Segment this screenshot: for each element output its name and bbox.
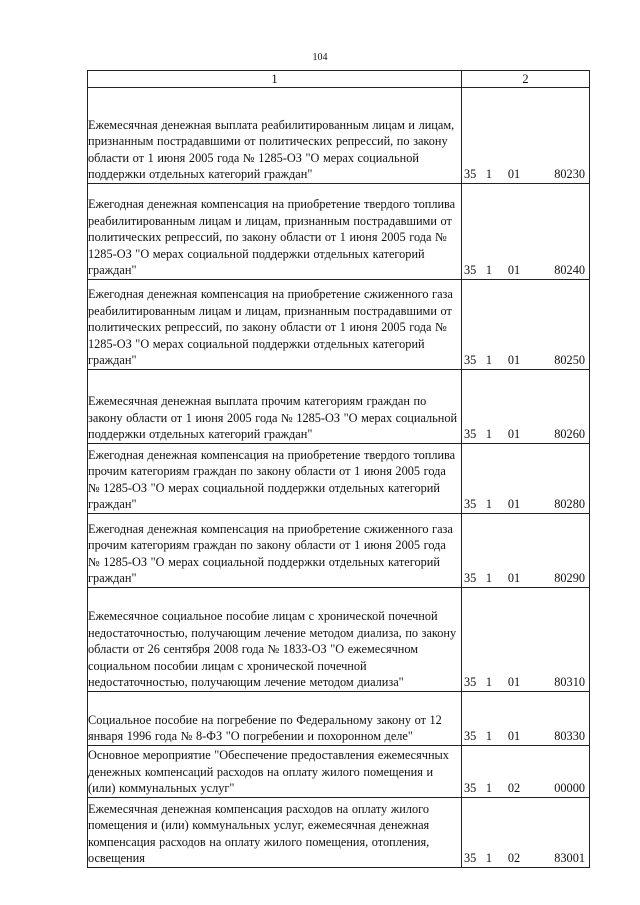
- code-subprogram: 1: [485, 675, 493, 689]
- code-direction: 80310: [554, 675, 585, 689]
- code-event: 01: [507, 427, 521, 441]
- row-description: Основное мероприятие "Обеспечение предоставления ежемесячных денежных компенсаций расходов на оплату жилого помещения и (или) коммунальных услуг": [88, 746, 462, 798]
- code-event: 02: [507, 851, 521, 865]
- row-description: Ежегодная денежная компенсация на приобретение твердого топлива прочим категориям граждан по закону области от 1 июня 2005 года № 1285-ОЗ "О мерах социальной поддержки отдельных категорий граждан": [88, 444, 462, 514]
- code-event: 01: [507, 571, 521, 585]
- table-row: [88, 280, 590, 370]
- code-subprogram: 1: [485, 167, 493, 181]
- row-code: [462, 280, 590, 370]
- code-direction: 80260: [554, 427, 585, 441]
- code-subprogram: 1: [485, 353, 493, 367]
- table-row: [88, 444, 590, 514]
- code-event: 01: [507, 497, 521, 511]
- code-program: 35: [464, 729, 477, 743]
- table-row: [88, 746, 590, 798]
- column-header-2: 2: [462, 71, 590, 88]
- code-event: 01: [507, 675, 521, 689]
- row-code: [462, 88, 590, 184]
- row-code: [462, 184, 590, 280]
- code-event: 01: [507, 729, 521, 743]
- code-direction: 80250: [554, 353, 585, 367]
- code-event: 01: [507, 167, 521, 181]
- table-row: [88, 798, 590, 868]
- table-row: [88, 88, 590, 184]
- row-code: [462, 514, 590, 588]
- code-subprogram: 1: [485, 781, 493, 795]
- row-code: [462, 370, 590, 444]
- code-direction: 83001: [554, 851, 585, 865]
- code-event: 02: [507, 781, 521, 795]
- code-program: 35: [464, 353, 477, 367]
- table-row: [88, 370, 590, 444]
- code-subprogram: 1: [485, 497, 493, 511]
- row-description: Ежегодная денежная компенсация на приобретение сжиженного газа реабилитированным лицам и лицам, признанным пострадавшими от политических репрессий, по закону области от 1 июня 2005 года № 1285-ОЗ "О мерах социальной поддержки отдельных категорий граждан": [88, 280, 462, 370]
- code-program: 35: [464, 497, 477, 511]
- row-code: [462, 798, 590, 868]
- row-code: [462, 692, 590, 746]
- row-description: Социальное пособие на погребение по Федеральному закону от 12 января 1996 года № 8-ФЗ "О погребении и похоронном деле": [88, 692, 462, 746]
- row-description: Ежемесячная денежная выплата прочим категориям граждан по закону области от 1 июня 2005 года № 1285-ОЗ "О мерах социальной поддержки отдельных категорий граждан": [88, 370, 462, 444]
- code-subprogram: 1: [485, 729, 493, 743]
- code-direction: 80230: [554, 167, 585, 181]
- column-header-1: 1: [88, 71, 462, 88]
- code-direction: 80240: [554, 263, 585, 277]
- code-subprogram: 1: [485, 427, 493, 441]
- page-number: 104: [312, 52, 328, 63]
- code-subprogram: 1: [485, 571, 493, 585]
- table-row: [88, 514, 590, 588]
- row-description: Ежемесячное социальное пособие лицам с хронической почечной недостаточностью, получающим лечение методом диализа, по закону области от 26 сентября 2008 года № 1833-ОЗ "О ежемесячном социальном пособии лицам с хронической почечной недостаточностью, получающим лечение методом диализа": [88, 588, 462, 692]
- code-direction: 80280: [554, 497, 585, 511]
- code-program: 35: [464, 427, 477, 441]
- row-code: [462, 746, 590, 798]
- code-event: 01: [507, 353, 521, 367]
- code-program: 35: [464, 851, 477, 865]
- code-program: 35: [464, 167, 477, 181]
- row-description: Ежемесячная денежная выплата реабилитированным лицам и лицам, признанным пострадавшими от политических репрессий, по закону области от 1 июня 2005 года № 1285-ОЗ "О мерах социальной поддержки отдельных категорий граждан": [88, 88, 462, 184]
- code-direction: 80290: [554, 571, 585, 585]
- budget-classification-table: [87, 70, 590, 868]
- code-direction: 00000: [554, 781, 585, 795]
- row-code: [462, 588, 590, 692]
- code-program: 35: [464, 781, 477, 795]
- table-row: [88, 184, 590, 280]
- row-code: [462, 444, 590, 514]
- code-subprogram: 1: [485, 263, 493, 277]
- code-program: 35: [464, 263, 477, 277]
- code-subprogram: 1: [485, 851, 493, 865]
- row-description: Ежемесячная денежная компенсация расходов на оплату жилого помещения и (или) коммунальных услуг, ежемесячная денежная компенсация расходов на оплату жилого помещения, отопления, освещения: [88, 798, 462, 868]
- table-row: [88, 588, 590, 692]
- code-program: 35: [464, 675, 477, 689]
- row-description: Ежегодная денежная компенсация на приобретение сжиженного газа прочим категориям граждан по закону области от 1 июня 2005 года № 1285-ОЗ "О мерах социальной поддержки отдельных категорий граждан": [88, 514, 462, 588]
- code-program: 35: [464, 571, 477, 585]
- code-direction: 80330: [554, 729, 585, 743]
- code-event: 01: [507, 263, 521, 277]
- table-header-row: [88, 71, 590, 88]
- table-row: [88, 692, 590, 746]
- row-description: Ежегодная денежная компенсация на приобретение твердого топлива реабилитированным лицам и лицам, признанным пострадавшими от политических репрессий, по закону области от 1 июня 2005 года № 1285-ОЗ "О мерах социальной поддержки отдельных категорий граждан": [88, 184, 462, 280]
